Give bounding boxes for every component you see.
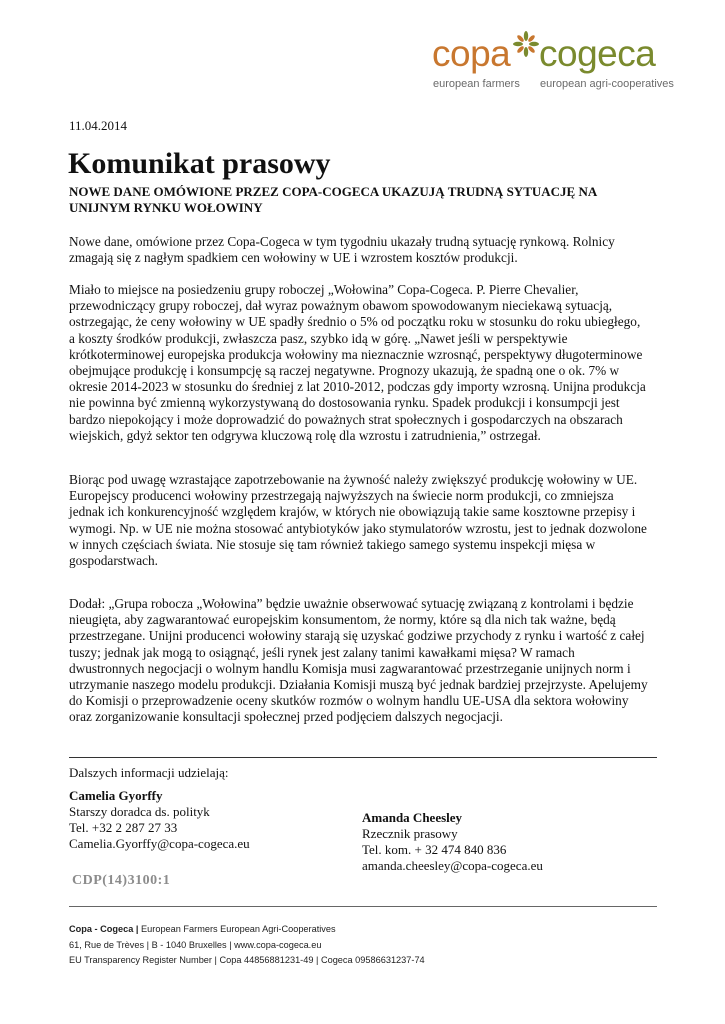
document-reference: CDP(14)3100:1 bbox=[72, 873, 171, 888]
footer-org: Copa - Cogeca bbox=[69, 924, 134, 934]
contact-card bbox=[362, 810, 543, 874]
footer-address: 61, Rue de Trèves | B - 1040 Bruxelles | www.copa-cogeca.eu bbox=[69, 939, 322, 950]
contact-card bbox=[69, 788, 250, 852]
contact-email[interactable]: Camelia.Gyorffy@copa-cogeca.eu bbox=[69, 836, 250, 851]
page-title: Komunikat prasowy bbox=[68, 147, 331, 180]
logo-tagline-left: european farmers bbox=[433, 78, 520, 90]
paragraph-trade: Dodał: „Grupa robocza „Wołowina” będzie uważnie obserwować sytuację związaną z kontrolami i będzie nieugięta, aby zagwarantować europejskim konsumentom, że normy, które są dla nich tak ważne, będą przestrzegane. Unijni producenci wołowiny starają się uzyskać godziwe przychody z rynku i wartość z całej tuszy; jednak jak mogą to osiągnąć, jeśli rynek jest zalany tanimi kawałkami mięsa? W ramach dwustronnych negocjacji o wolnym handlu Komisja musi zagwarantować przestrzeganie unijnych norm i utrzymanie naszego modelu produkcji. Działania Komisji muszą być jednak bardziej przejrzyste. Apelujemy do Komisji o przeprowadzenie oceny skutków rozmów o wolnym handlu UE-USA dla sektora wołowiny oraz zorganizowanie konsultacji społecznej przed podjęciem dalszych negocjacji. bbox=[69, 596, 648, 725]
divider bbox=[69, 757, 657, 758]
paragraph-production: Biorąc pod uwagę wzrastające zapotrzebowanie na żywność należy zwiększyć produkcję wołowiny w UE. Europejscy producenci wołowiny przestrzegają najwyższych na świecie norm produkcji, co zmniejsza jednak ich konkurencyjność względem krajów, w których nie obowiązują takie same kosztowne przepisy i wymogi. Np. w UE nie można stosować antybiotyków jako stymulatorów wzrostu, jest to jednak dozwolone w innych częściach świata. Nie stosuje się tam również takiego samego systemu inspekcji mięsa w gospodarstwach. bbox=[69, 472, 647, 569]
flower-star-icon bbox=[512, 30, 540, 58]
footer-org-desc: European Farmers European Agri-Cooperatives bbox=[141, 924, 336, 934]
paragraph-intro: Nowe dane, omówione przez Copa-Cogeca w tym tygodniu ukazały trudną sytuację rynkową. Rolnicy zmagają się z nagłym spadkiem cen wołowiny w UE i wzrostem kosztów produkcji. bbox=[69, 234, 615, 266]
footer-register: EU Transparency Register Number | Copa 44856881231-49 | Cogeca 09586631237-74 bbox=[69, 955, 425, 965]
footer-org-line: Copa - Cogeca | European Farmers European Agri-Cooperatives bbox=[69, 924, 336, 934]
contact-role: Rzecznik prasowy bbox=[362, 826, 458, 841]
contact-name: Camelia Gyorffy bbox=[69, 788, 163, 803]
footer bbox=[69, 922, 425, 969]
logo-tagline-right: european agri-cooperatives bbox=[540, 78, 674, 90]
contact-phone: Tel. kom. + 32 474 840 836 bbox=[362, 842, 507, 857]
contact-phone: Tel. +32 2 287 27 33 bbox=[69, 820, 178, 835]
copa-cogeca-logo bbox=[432, 30, 672, 100]
contact-name: Amanda Cheesley bbox=[362, 810, 463, 825]
page-subtitle: NOWE DANE OMÓWIONE PRZEZ COPA-COGECA UKAZUJĄ TRUDNĄ SYTUACJĘ NA UNIJNYM RYNKU WOŁOWINY bbox=[69, 184, 597, 215]
footer-divider bbox=[69, 906, 657, 907]
more-info-label: Dalszych informacji udzielają: bbox=[69, 765, 229, 780]
contact-email[interactable]: amanda.cheesley@copa-cogeca.eu bbox=[362, 858, 543, 873]
logo-cogeca-text: cogeca bbox=[539, 33, 656, 74]
paragraph-meeting: Miało to miejsce na posiedzeniu grupy roboczej „Wołowina” Copa-Cogeca. P. Pierre Chevalier, przewodniczący grupy roboczej, dał wyraz poważnym obawom spowodowanym nieciekawą sytuacją, ostrzegając, że ceny wołowiny w UE spadły średnio o 5% od początku roku w stosunku do roku ubiegłego, a koszty środków produkcji, zwłaszcza pasz, szybko idą w górę. „Nawet jeśli w perspektywie krótkoterminowej europejska produkcja wołowiny ma nieznacznie wzrosnąć, perspektywy długoterminowe obejmujące produkcję i konsumpcję są raczej negatywne. Prognozy ukazują, że spadną one o ok. 7% w okresie 2014-2023 w stosunku do średniej z lat 2010-2012, podczas gdy importy wzrosną. Unijna produkcja nie powinna być zmienną wykorzystywaną do dostosowania rynku. Spadek produkcji i konsumpcji jest bardzo niepokojący i może doprowadzić do poważnych strat społecznych i gospodarczych na obszarach wiejskich, gdyż sektor ten odgrywa kluczową rolę dla wzrostu i zatrudnienia,” ostrzegał. bbox=[69, 282, 646, 443]
contact-role: Starszy doradca ds. polityk bbox=[69, 804, 210, 819]
logo-copa-text: copa bbox=[432, 33, 511, 74]
press-release-date: 11.04.2014 bbox=[69, 118, 128, 133]
